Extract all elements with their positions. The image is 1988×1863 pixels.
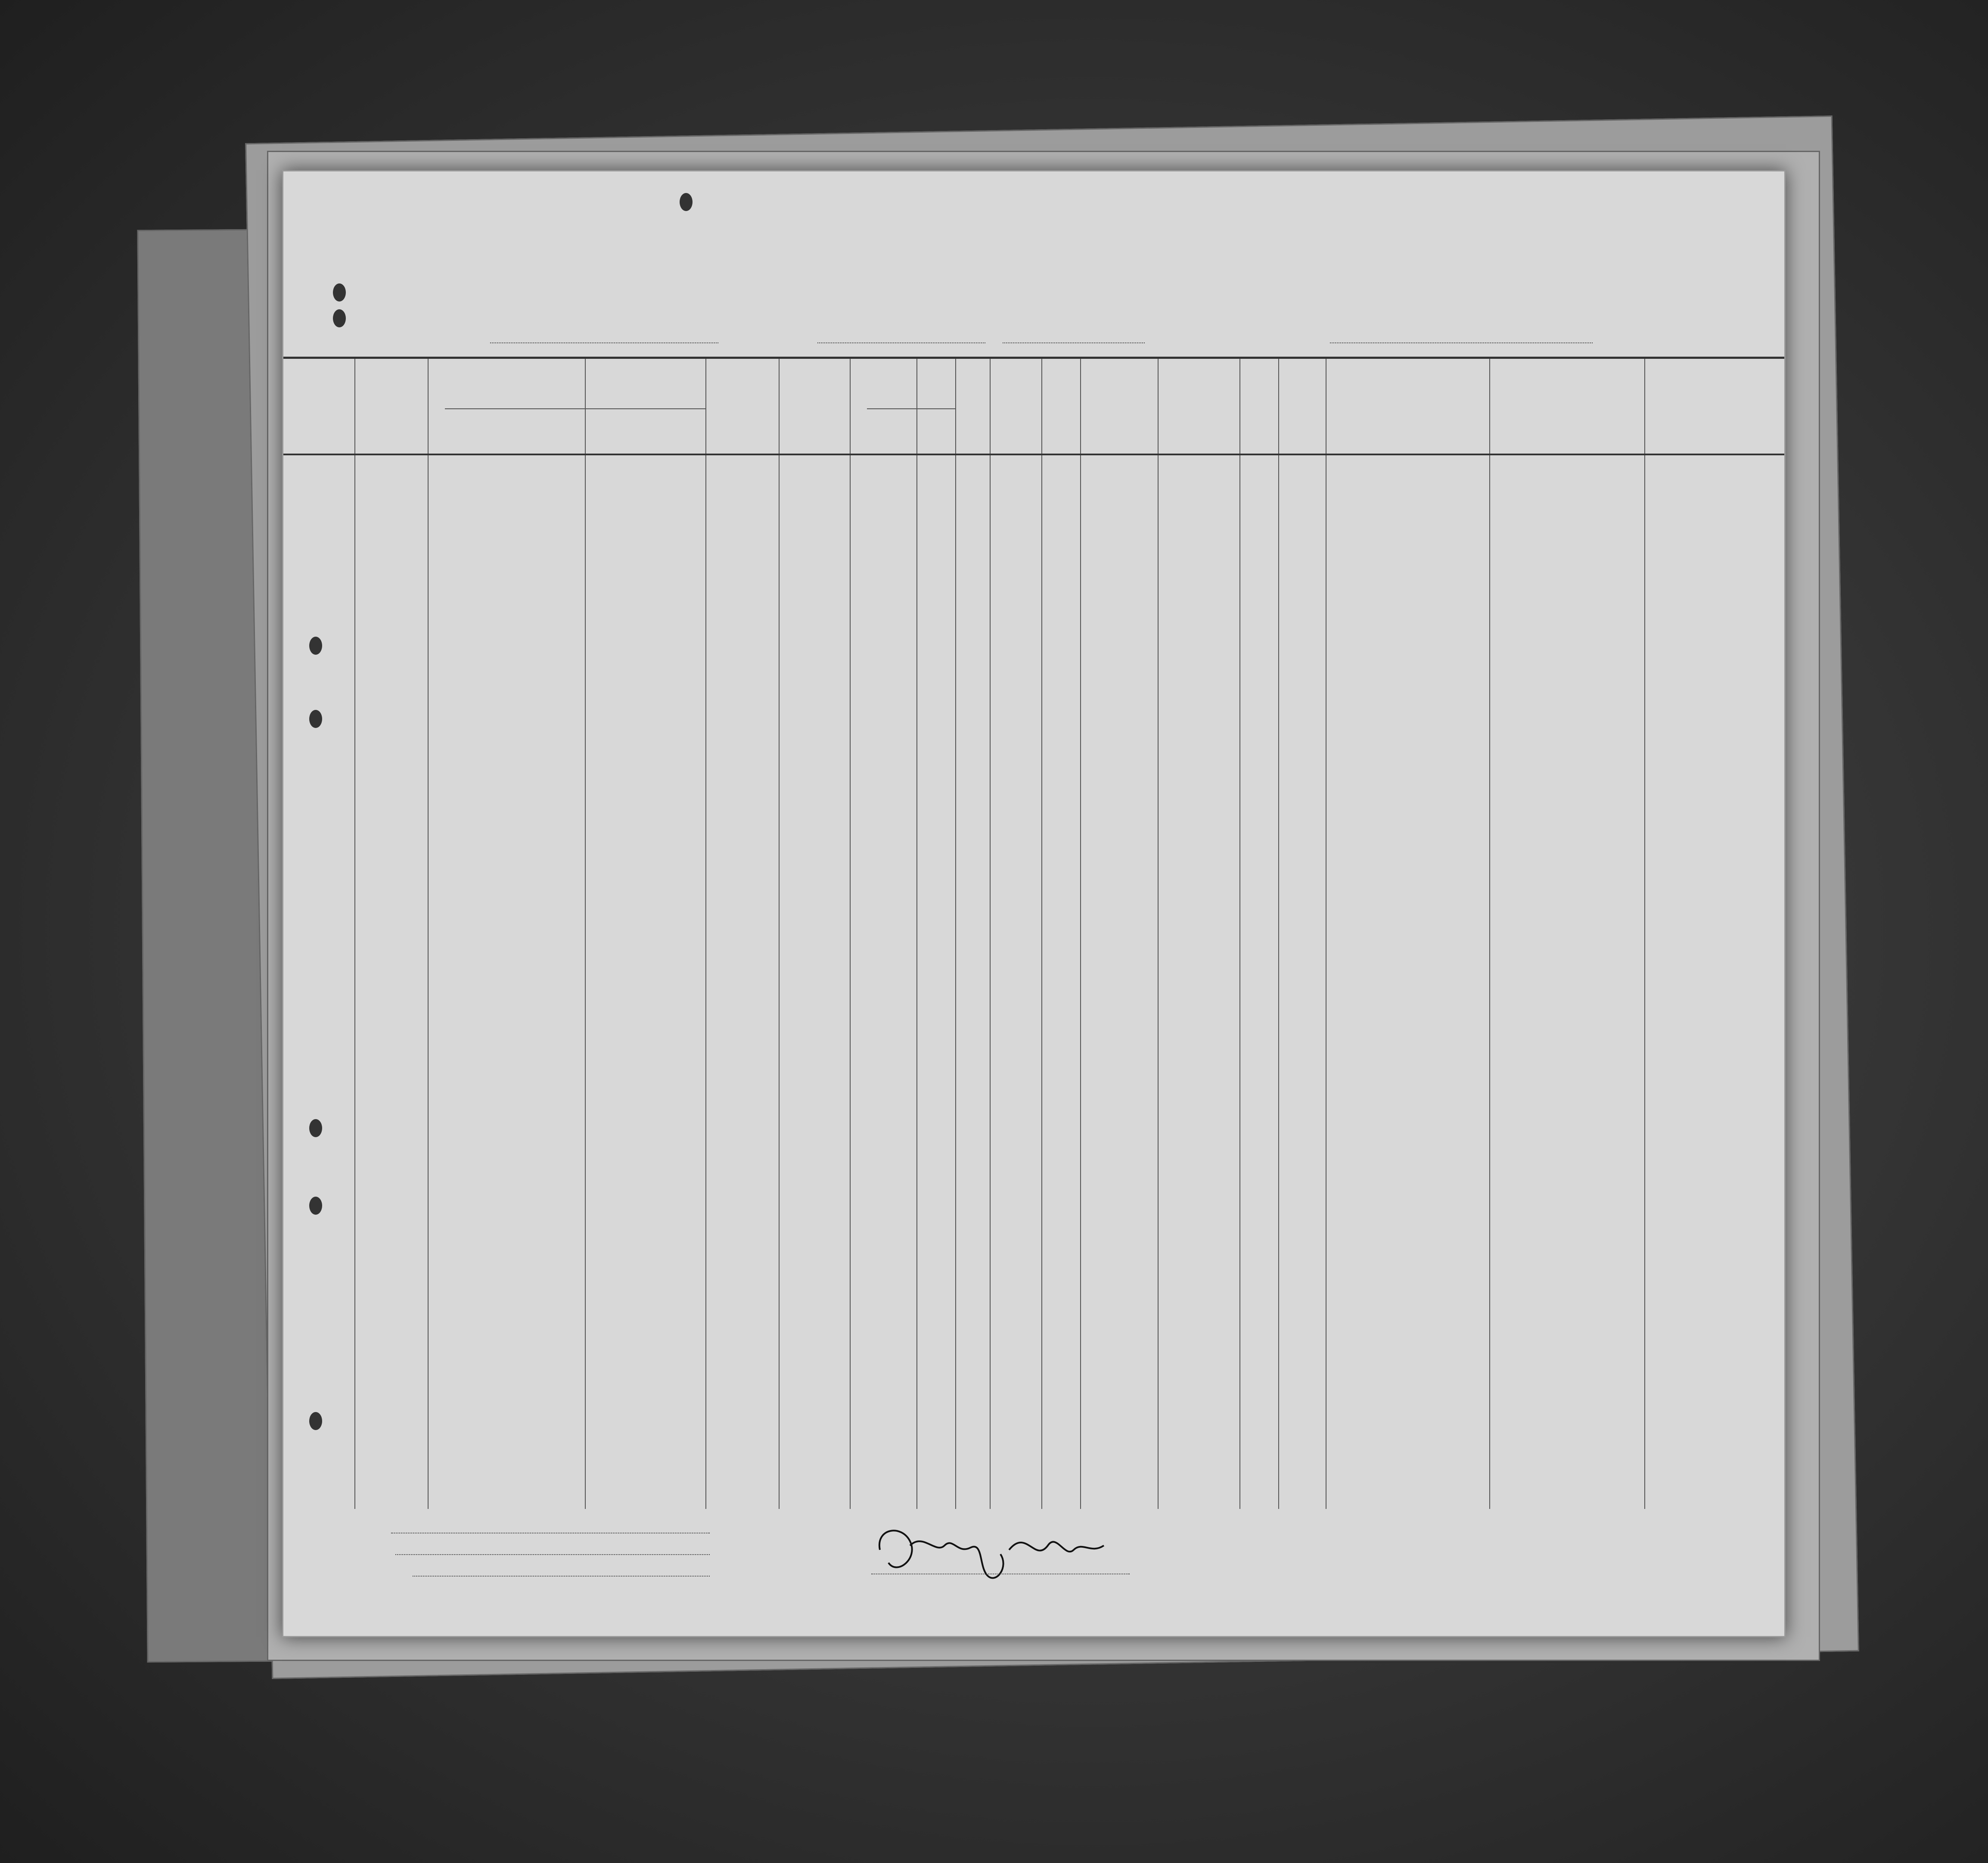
column-rule (779, 359, 780, 1509)
date-blank (1003, 342, 1145, 343)
column-rule (955, 359, 956, 1509)
punch-hole (680, 193, 693, 211)
crew-table (283, 357, 1784, 1509)
punch-hole (333, 283, 346, 302)
column-rule (1041, 359, 1042, 1509)
column-rule (850, 359, 851, 1509)
port-blank (1330, 342, 1593, 343)
column-rule (1278, 359, 1279, 1509)
column-rule (705, 359, 706, 1509)
owners-blank (395, 1554, 710, 1555)
column-rule (428, 359, 429, 1509)
column-rule (916, 359, 917, 1509)
punch-hole (333, 309, 346, 327)
column-rule (1080, 359, 1081, 1509)
manifest-page (282, 170, 1786, 1637)
column-rule (1644, 359, 1645, 1509)
local-agents-blank (413, 1576, 710, 1577)
vessel-blank (490, 342, 718, 343)
subheader-rule (867, 408, 955, 409)
arriving-blank (817, 342, 985, 343)
column-rule (354, 359, 355, 1509)
header-rule (283, 454, 1784, 455)
subheader-rule (445, 408, 705, 409)
column-rule (585, 359, 586, 1509)
column-rule (990, 359, 991, 1509)
column-rule (1489, 359, 1490, 1509)
column-rule (1158, 359, 1159, 1509)
column-rule (1239, 359, 1240, 1509)
